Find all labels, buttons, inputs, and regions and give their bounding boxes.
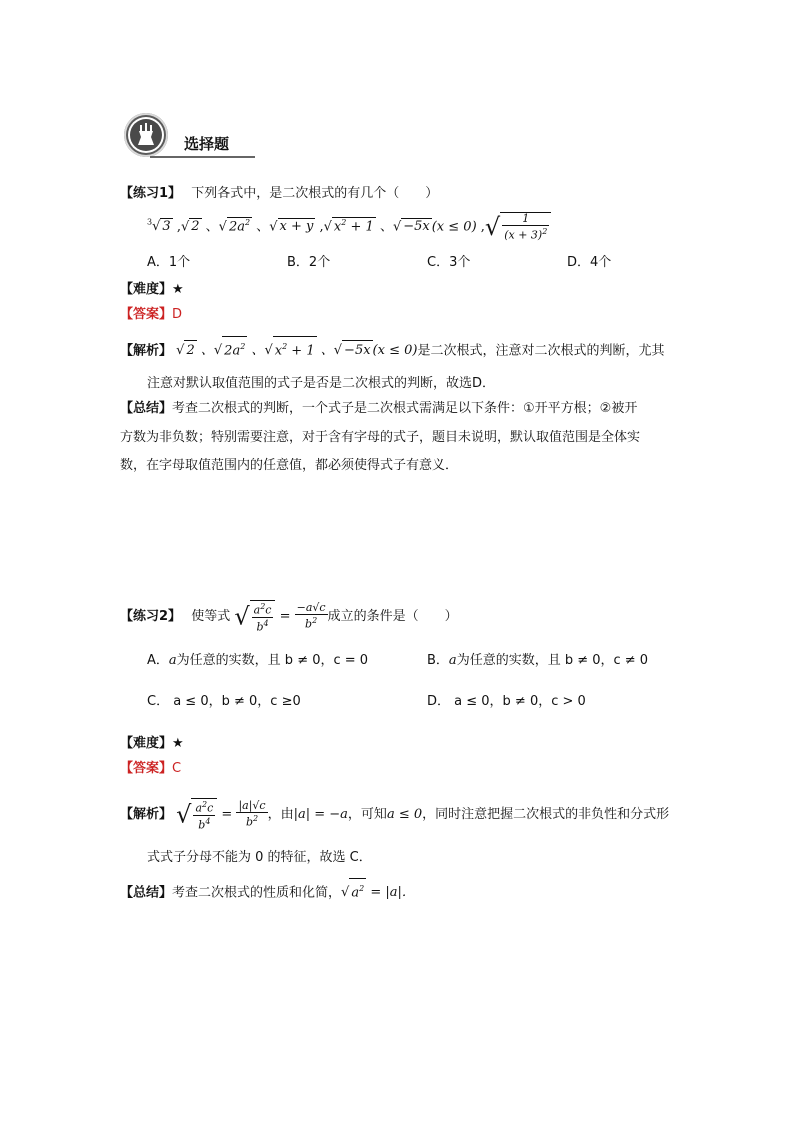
- q1-summary-line2: 方数为非负数；特别需要注意，对于含有字母的式子，题目未说明，默认取值范围是全体实: [120, 430, 641, 445]
- q2-analysis-line1: [120, 798, 669, 831]
- q1-analysis-line2: 注意对默认取值范围的式子是否是二次根式的判断，故选D．: [147, 376, 496, 391]
- q1-option-d[interactable]: D．4个: [567, 255, 612, 270]
- q1-label: 【练习1】: [120, 186, 182, 201]
- q2-option-b-prefix: B．: [427, 653, 449, 668]
- q1-summary-line1: [120, 399, 637, 419]
- q2-difficulty-line: [120, 734, 184, 754]
- q2-option-a-prefix: A．: [147, 653, 169, 668]
- q2-stem-pre: 使等式: [191, 609, 231, 625]
- q2-summary-label: 【总结】: [120, 885, 173, 901]
- q1-summary-text1: 考查二次根式的判断，一个式子是二次根式需满足以下条件：①开平方根；②被开: [172, 401, 638, 416]
- q2-stem-post: 成立的条件是（ ）: [327, 609, 458, 625]
- chess-piece-icon: [124, 113, 168, 157]
- q2-analysis-expr3: a ≤ 0: [386, 807, 423, 823]
- q2-analysis-mid: ，由: [267, 807, 294, 823]
- q1-difficulty-label: 【难度】: [120, 282, 173, 297]
- q2-answer-line: [120, 759, 181, 779]
- q2-option-c[interactable]: C． a ≤ 0，b ≠ 0，c ≥0: [147, 694, 301, 709]
- section-title: 选择题: [184, 135, 230, 153]
- q2-summary-text: 考查二次根式的性质和化简，: [172, 885, 342, 901]
- star-icon: ★: [172, 736, 184, 751]
- q2-analysis-label: 【解析】: [120, 807, 173, 823]
- q1-stem-line: [120, 184, 438, 204]
- q1-option-b[interactable]: B．2个: [287, 255, 331, 270]
- q2-answer-label: 【答案】: [120, 761, 173, 776]
- q1-answer: D: [172, 307, 183, 322]
- q1-difficulty-line: [120, 280, 184, 300]
- q2-analysis-mid2: ，可知: [347, 807, 387, 823]
- q2-option-a[interactable]: A．a为任意的实数，且 b ≠ 0，c = 0: [147, 653, 369, 668]
- q2-analysis-line2: 式式子分母不能为 0 的特征，故选 C．: [147, 850, 372, 865]
- section-divider: [150, 156, 255, 158]
- q2-stem-line: [120, 600, 458, 633]
- q2-option-d[interactable]: D． a ≤ 0，b ≠ 0，c > 0: [427, 694, 586, 709]
- q1-option-c[interactable]: C．3个: [427, 255, 471, 270]
- q1-answer-label: 【答案】: [120, 307, 173, 322]
- q1-option-a[interactable]: A．1个: [147, 255, 191, 270]
- q2-summary-line: [120, 878, 415, 903]
- section-badge: [124, 113, 168, 157]
- star-icon: ★: [172, 282, 184, 297]
- q1-analysis-label: 【解析】: [120, 343, 173, 359]
- q1-expressions: $^3$√ 3 ,√ 2 、√ $2a^2$ 、√ x + y ,√ $x^2 + 1$ 、√ −5x (x ≤ 0) ,√ $\frac{1}{(x + 3)^2}$: [147, 212, 551, 242]
- q1-analysis-tail: 是二次根式，注意对二次根式的判断，尤其: [417, 343, 665, 359]
- q2-option-b-text: 为任意的实数，且 b ≠ 0，c ≠ 0: [456, 653, 649, 668]
- q1-analysis-line1: [120, 336, 664, 361]
- q2-summary-expr: √ $a^2 = |a|$．: [341, 885, 415, 900]
- q2-option-b[interactable]: B．a为任意的实数，且 b ≠ 0，c ≠ 0: [427, 653, 649, 668]
- q2-answer: C: [172, 761, 182, 776]
- q1-summary-line3: 数，在字母取值范围内的任意值，都必须使得式子有意义．: [120, 458, 459, 473]
- q2-difficulty-label: 【难度】: [120, 736, 173, 751]
- q2-equation: √ $\frac{a^2c}{b^4}$ = $\frac{-a√c}{b^2}$: [234, 601, 326, 634]
- q1-analysis-expr: √ 2 、√ $2a^2$ 、√ $x^2 + 1$ 、√ −5x (x ≤ 0): [176, 343, 417, 358]
- q1-answer-line: [120, 305, 182, 325]
- q1-stem: 下列各式中，是二次根式的有几个（ ）: [191, 186, 439, 201]
- q2-analysis-expr1: √ $\frac{a^2c}{b^4}$ = $\frac{|a|√c}{b^2}$: [176, 799, 266, 832]
- q2-option-a-text: 为任意的实数，且 b ≠ 0，c = 0: [176, 653, 369, 668]
- q2-analysis-tail: ，同时注意把握二次根式的非负性和分式形: [422, 807, 670, 823]
- q2-label: 【练习2】: [120, 609, 182, 625]
- q1-summary-label: 【总结】: [120, 401, 173, 416]
- q2-analysis-expr2: |a| = −a: [293, 807, 348, 823]
